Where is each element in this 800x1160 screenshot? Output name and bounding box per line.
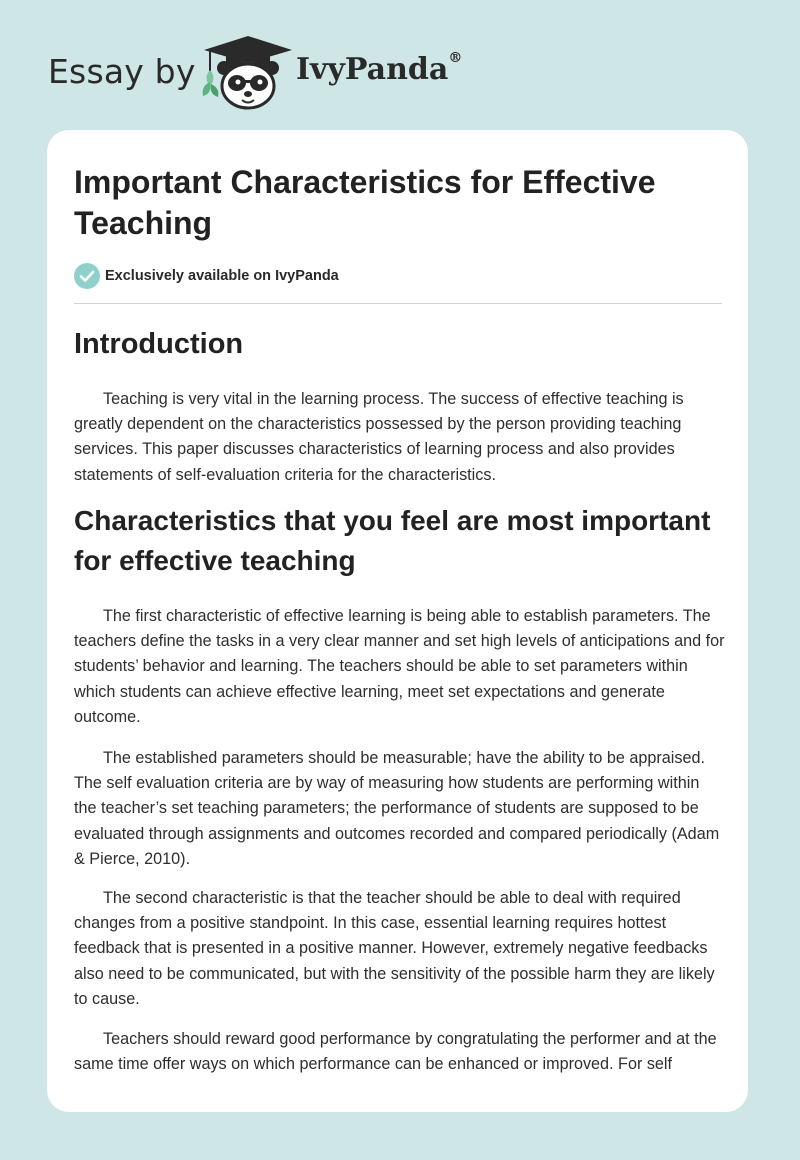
paragraph: The established parameters should be measurable; have the ability to be appraised. The self evaluation criteria are by way of measuring how students are performing within the teacher’s set teaching parameters; the performance of students are supposed to be evaluated through assignments and outcomes recorded and compared periodically (Adam & Pierce, 2010). [74, 749, 720, 868]
essay-by-label: Essay by [48, 52, 196, 91]
section-heading-introduction: Introduction [74, 328, 244, 360]
essay-title: Important Characteristics for Effective Teaching [74, 164, 656, 241]
paragraph: The first characteristic of effective learning is being able to establish parameters. The teachers define the tasks in a very clear manner and set high levels of anticipations and for students’ behavior and learning. The teachers should be able to set parameters within which students can achieve effective learning, meet set expectations and generate outcome. [74, 607, 725, 726]
exclusive-badge [74, 262, 339, 290]
check-circle-icon [74, 263, 100, 289]
title-divider [74, 303, 722, 304]
section-heading-characteristics: Characteristics that you feel are most important for effective teaching [74, 505, 711, 576]
paragraph: The second characteristic is that the teacher should be able to deal with required changes from a positive standpoint. In this case, essential learning requires hottest feedback that is presented in a positive manner. However, extremely negative feedbacks also need to be communicated, but with the sensitivity of the possible harm they are likely to cause. [74, 889, 715, 1008]
exclusive-badge-label: Exclusively available on IvyPanda [105, 268, 339, 284]
paragraph: Teaching is very vital in the learning process. The success of effective teaching is greatly dependent on the characteristics possessed by the person providing teaching services. This paper discusses characteristics of learning process and also provides statements of self-evaluation criteria for the characteristics. [74, 390, 684, 484]
brand-name: IvyPanda® [296, 50, 463, 87]
paragraph: Teachers should reward good performance by congratulating the performer and at the same time offer ways on which performance can be enhanced or improved. For self [74, 1030, 717, 1074]
panda-graduate-logo-icon [202, 34, 294, 110]
essay-card [47, 130, 748, 1112]
essay-brand-header [48, 34, 508, 114]
